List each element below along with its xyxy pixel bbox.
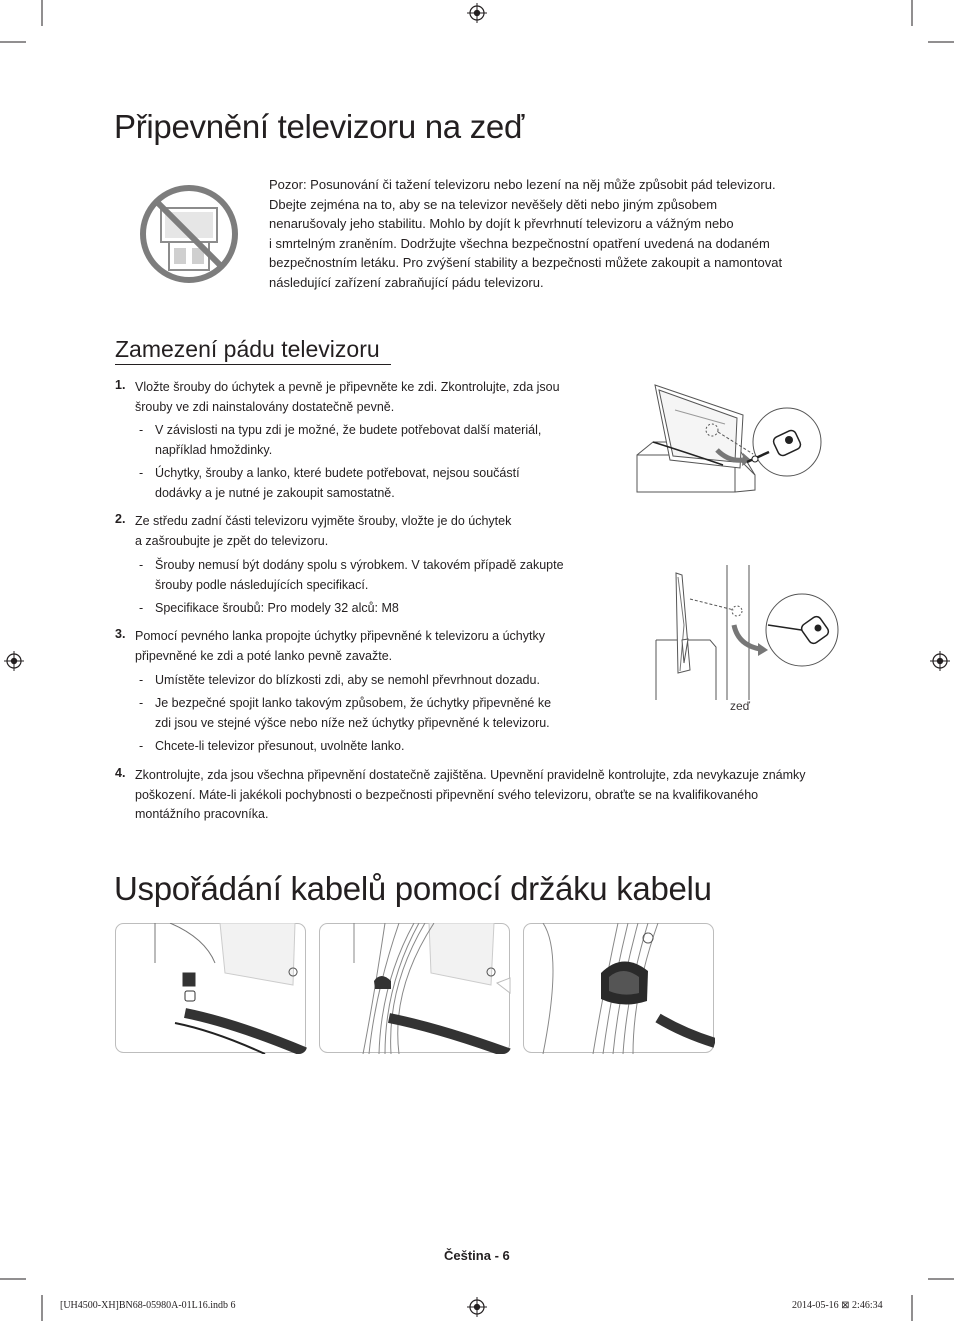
warning-line: následující zařízení zabraňující pádu televizoru. [269,274,544,290]
cable-holder-step-2-illustration [319,923,511,1054]
step-text [135,627,545,666]
warning-line: bezpečnostním letáku. Pro zvýšení stability a bezpečnosti můžete zakoupit a namontovat [269,255,783,270]
page-title: Připevnění televizoru na zeď [114,108,524,145]
note-line: například hmoždinky. [155,442,273,457]
step-text [135,512,511,551]
tv-bracket-illustration [625,380,840,525]
note-dash: - [139,601,144,615]
cable-section-title: Uspořádání kabelů pomocí držáku kabelu [114,870,712,907]
cable-holder-step-3-illustration [523,923,715,1054]
step-line: poškození. Máte-li jakékoli pochybnosti o bezpečnosti připevnění svého televizoru, obraťte se na kvalifikovaného [135,787,759,802]
note-dash: - [139,696,144,710]
registration-mark-icon [467,3,487,23]
step-number: 4. [115,766,126,780]
note-line: Umístěte televizor do blízkosti zdi, aby se nemohl převrhnout dozadu. [155,673,540,687]
note-line: Šrouby nemusí být dodány spolu s výrobkem. V takovém případě zakupte [155,558,564,572]
print-slug-right: 2014-05-16 ⊠ 2:46:34 [792,1300,883,1311]
note-line: V závislosti na typu zdi je možné, že budete potřebovat další materiál, [155,423,542,437]
warning-line: Dbejte zejména na to, aby se na televizor nevěšely děti nebo jiným způsobem [269,196,718,212]
page-number: Čeština - 6 [444,1248,510,1263]
step-number: 1. [115,378,126,392]
note-line: Je bezpečné spojit lanko takovým způsobem, že úchytky připevněné ke [155,696,552,710]
registration-mark-icon [930,651,950,671]
note-line: Specifikace šroubů: Pro modely 32 alců: M8 [155,601,399,615]
step-number: 3. [115,627,126,641]
step-line: připevněné ke zdi a poté lanko pevně zavažte. [135,648,393,663]
warning-line: nenarušovaly jeho stabilitu. Mohlo by dojít k převrhnutí televizoru a vážným nebo [269,216,734,231]
note-line: zdi jsou ve stejné výšce nebo níže než úchytky připevněné k televizoru. [155,715,550,730]
warning-text [269,175,849,292]
note-dash: - [139,423,144,437]
step-line: Pomocí pevného lanka propojte úchytky připevněné k televizoru a úchytky [135,629,545,643]
step-line: Zkontrolujte, zda jsou všechna připevnění dostatečně zajištěna. Upevnění pravidelně kontrolujte, zda nevykazuje známky [135,768,806,782]
step-line: montážního pracovníka. [135,807,269,821]
step-line: šrouby ve zdi nainstalovány dostatečně pevně. [135,399,395,414]
note-line: dodávky a je nutné je zakoupit samostatně. [155,485,395,500]
note-dash: - [139,673,144,687]
subheading-underline [115,364,391,365]
registration-mark-icon [4,651,24,671]
step-text [135,378,560,417]
step-text [135,766,806,825]
registration-mark-icon [467,1297,487,1317]
step-line: a zašroubujte je zpět do televizoru. [135,533,329,548]
section-subheading: Zamezení pádu televizoru [115,336,380,362]
warning-line: i smrtelným zraněním. Dodržujte všechna bezpečnostní opatření uvedená na dodaném [269,235,770,251]
step-line: Ze středu zadní části televizoru vyjměte šrouby, vložte je do úchytek [135,514,512,528]
note-dash: - [139,739,144,753]
note-line: Úchytky, šrouby a lanko, které budete potřebovat, nejsou součástí [155,466,520,480]
note-dash: - [139,466,144,480]
print-slug-left: [UH4500-XH]BN68-05980A-01L16.indb 6 [60,1300,236,1311]
warning-line: Pozor: Posunování či tažení televizoru nebo lezení na něj může způsobit pád televizoru. [269,177,776,192]
step-line: Vložte šrouby do úchytek a pevně je připevněte ke zdi. Zkontrolujte, zda jsou [135,380,560,394]
note-dash: - [139,558,144,572]
cable-holder-step-1-illustration [115,923,307,1054]
note-line: šrouby podle následujících specifikací. [155,577,369,592]
wall-label: zeď [730,699,751,713]
note-line: Chcete-li televizor přesunout, uvolněte lanko. [155,739,405,753]
tv-wall-cord-illustration [650,565,850,710]
no-climbing-tv-icon [139,184,239,284]
step-number: 2. [115,512,126,526]
